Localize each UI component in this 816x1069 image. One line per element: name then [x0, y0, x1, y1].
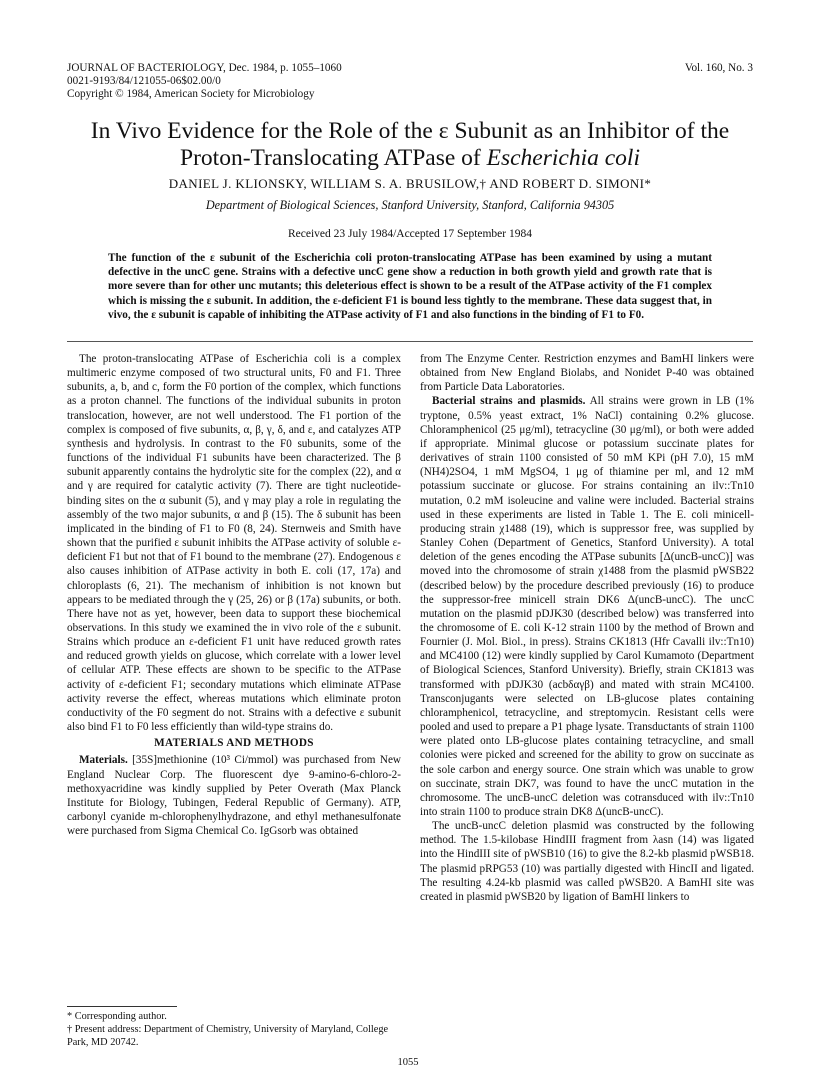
footnote-divider: [67, 1006, 177, 1007]
materials-text: [35S]methionine (10³ Ci/mmol) was purchased from New England Nuclear Corp. The fluorescent dye 9-amino-6-chloro-2-methoxyacridine was kindly supplied by Peter Overath (Max Planck Institute for Biology, Tubingen, Federal Republic of Germany). ATP, carbonyl cyanide m-chlorophenylhydrazone, and ethyl methanesulfonate were purchased from Sigma Chemical Co. IgGsorb was obtained: [67, 754, 401, 838]
journal-citation: JOURNAL OF BACTERIOLOGY, Dec. 1984, p. 1055–1060: [67, 62, 342, 74]
strains-text: All strains were grown in LB (1% tryptone, 0.5% yeast extract, 1% NaCl) containing 0.2% glucose. Chloramphenicol (25 μg/ml), tetracycline (30 μg/ml), or both were added if appropriate. Minimal glucose or potassium succinate plates for derivatives of strain 1100 consisted of 50 mM KPi (pH 7.0), 15 mM (NH4)2SO4, 1 mM MgSO4, 1 μg of thiamine per ml, and 12 mM potassium succinate or glucose. For strains containing an ilv::Tn10 mutation, 0.2 mM isoleucine and valine were included. Bacterial strains used in these experiments are listed in Table 1. The E. coli minicell-producing strain χ1488 (19), which is suppressor free, was supplied by Stanley Cohen (Department of Genetics, Stanford University). A total deletion of the genes encoding the ATPase subunits [Δ(uncB-uncC)] was moved into the chromosome of strain χ1488 from the plasmid pWSB22 (described below) by the procedure described previously (16) to produce the suppressor-free minicell strain DK6 Δ(uncB-uncC). The uncC mutation on the plasmid pDJK30 (described below) was transferred into the chromosome of E. coli K-12 strain 1100 by the method of Brown and Fournier (J. Mol. Biol., in press). Strains CK1813 (Hfr Cavalli ilv::Tn10) and MC4100 (12) were kindly supplied by Carol Kumamoto (Department of Biological Sciences, Stanford University). Briefly, strain CK1813 was transformed with pDJK30 (acbδαγβ) and mated with strain MC4100. Transconjugants were selected on LB-glucose plates containing chloramphenicol, tetracycline, and streptomycin. Resistant cells were pooled and used to prepare a P1 phage lysate. Transductants of strain 1100 were plated onto LB-glucose plates containing tetracycline, and small colonies were picked and screened for the ability to grow on succinate as the sole carbon and energy source. One strain which was unable to grow on succinate, strain DK7, was found to have the uncC mutation in the chromosome. The uncB-uncC deletion was cotransduced with ilv::Tn10 into strain 1100 to produce strain DK8 Δ(uncB-uncC).: [420, 395, 754, 818]
received-dates: Received 23 July 1984/Accepted 17 September 1984: [288, 228, 532, 240]
author-list: DANIEL J. KLIONSKY, WILLIAM S. A. BRUSILOW,† AND ROBERT D. SIMONI*: [168, 176, 652, 191]
left-column: [67, 352, 401, 838]
right-column: [420, 352, 754, 904]
plasmid-paragraph: The uncB-uncC deletion plasmid was constructed by the following method. The 1.5-kilobase HindIII fragment from λasn (14) was ligated into the HindIII site of pWSB10 (16) to give the 8.2-kb plasmid pWSB18. The plasmid pRPG53 (10) was partially digested with HincII and ligated. The resulting 4.24-kb plasmid was called pWSB20. A BamHI site was created in plasmid pWSB20 by ligation of BamHI linkers to: [420, 820, 754, 903]
intro-paragraph: The proton-translocating ATPase of Escherichia coli is a complex multimeric enzyme composed of two structural units, F0 and F1. Three subunits, a, b, and c, form the F0 portion of the complex, which functions as a proton channel. The functions of the individual subunits in proton translocation, however, are not well understood. The F1 portion of the complex is composed of five subunits, α, β, γ, δ, and ε, and catalyzes ATP synthesis and hydrolysis. In contrast to the F0 subunits, some of the functions of the individual F1 subunits have been characterized. The β subunit apparently contains the hydrolytic site for the complex (22), and α and γ are required for catalytic activity (7). There are tight nucleotide-binding sites on the α subunit (5), and γ may play a role in regulating the assembly of the two major subunits, α and β (15). The δ subunit has been implicated in the binding of F1 to F0 (8, 24). Sternweis and Smith have shown that the purified ε subunit inhibits the ATPase activity of soluble ε-deficient F1 but not that of F1 bound to the membrane (27). Endogenous ε also causes inhibition of ATPase activity in both E. coli (17, 17a) and chloroplasts (6, 21). The mechanism of inhibition is not known but appears to be mediated through the γ (25, 26) or β (17a) subunits, or both. There have not as yet, however, been data to support these biochemical observations. In this study we examined the in vivo role of the ε subunit. Strains which produce an ε-deficient F1 unit have reduced growth rates and reduced growth yields on glucose, which correlate with a lower level of cellular ATP. These effects are shown to be specific to the ATPase activity of ε-deficient F1; secondary mutations which eliminate ATPase activity reverse the effect, whereas mutations which eliminate proton conductivity of the F0 segment do not. Strains with a defective ε subunit also bind F1 to F0 less efficiently than wild-type strains do.: [67, 353, 401, 734]
section-heading: MATERIALS AND METHODS: [154, 737, 314, 750]
materials-heading: Materials.: [79, 754, 128, 767]
title-organism: Escherichia coli: [486, 145, 640, 171]
title-line-1: In Vivo Evidence for the Role of the ε Subunit as an Inhibitor of the: [90, 118, 730, 144]
materials-continued: from The Enzyme Center. Restriction enzymes and BamHI linkers were obtained from New England Biolabs, and Nonidet P-40 was obtained from Particle Data Laboratories.: [420, 353, 754, 394]
strains-heading: Bacterial strains and plasmids.: [432, 395, 586, 408]
footnote-present-address: † Present address: Department of Chemistry, University of Maryland, College Park, MD 20742.: [67, 1024, 389, 1048]
title-line-2: Proton-Translocating ATPase of: [180, 145, 487, 171]
author-affiliation: Department of Biological Sciences, Stanford University, Stanford, California 94305: [205, 198, 615, 212]
strains-paragraph: [420, 394, 754, 819]
materials-paragraph: [67, 753, 401, 838]
section-divider: [67, 341, 753, 342]
footnote-corresponding: * Corresponding author.: [67, 1011, 167, 1022]
article-title: [40, 118, 780, 172]
abstract: The function of the ε subunit of the Escherichia coli proton-translocating ATPase has been examined by using a mutant defective in the uncC gene. Strains with a defective uncC gene show a reduction in both growth yield and growth rate that is more severe than for other unc mutants; this deleterious effect is shown to be a result of the ATPase activity of the F1 complex which is missing the ε subunit. In addition, the ε-deficient F1 is bound less tightly to the membrane. These data suggest that, in vivo, the ε subunit is capable of inhibiting the ATPase activity of F1 and also functions in the binding of F1 to F0.: [108, 252, 712, 321]
volume-issue: Vol. 160, No. 3: [684, 62, 753, 74]
running-header: [67, 62, 753, 102]
article-code: 0021-9193/84/121055-06$02.00/0: [67, 75, 221, 88]
copyright-notice: Copyright © 1984, American Society for Microbiology: [67, 88, 315, 101]
page-number: 1055: [397, 1057, 419, 1068]
